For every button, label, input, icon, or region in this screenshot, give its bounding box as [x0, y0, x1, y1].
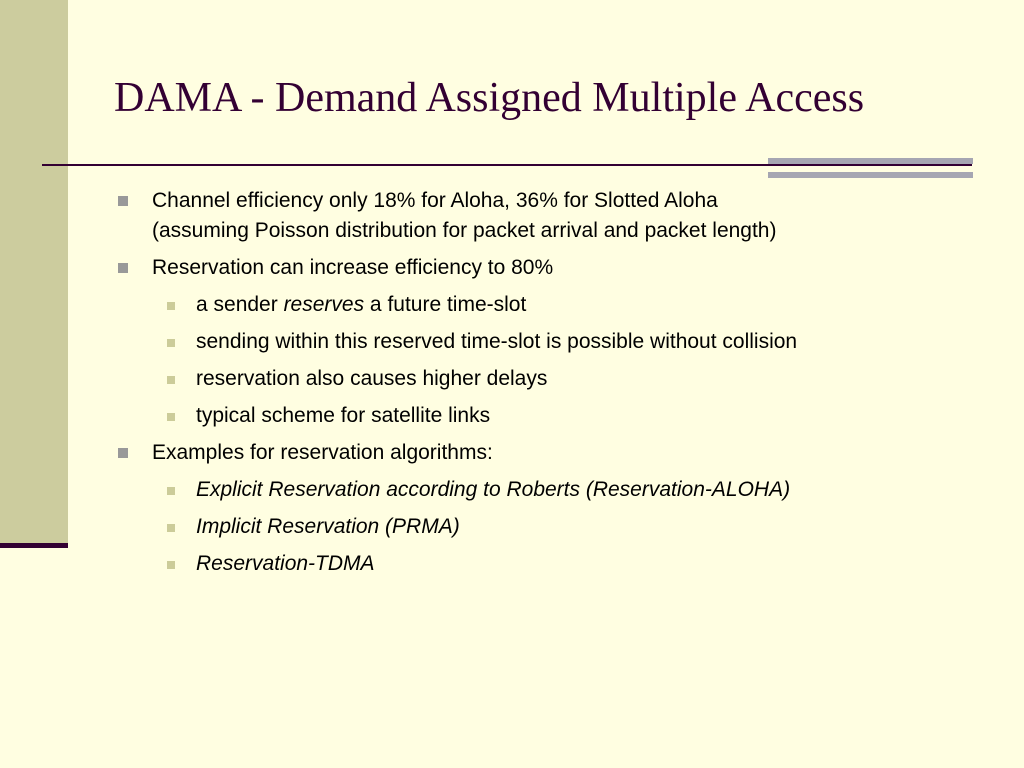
square-bullet-icon: [167, 302, 175, 310]
sub-bullet-text-after: a future time-slot: [364, 293, 527, 316]
sub-bullet-text-before: a sender: [196, 293, 284, 316]
bullet-text: Reservation can increase efficiency to 80%: [152, 256, 554, 279]
square-bullet-icon: [118, 448, 128, 458]
side-decoration-band: [0, 0, 68, 543]
sub-bullet-explicit-reservation: [163, 475, 998, 505]
title-accent-bars: [768, 158, 973, 178]
square-bullet-icon: [167, 413, 175, 421]
bullet-reservation-efficiency: [118, 253, 998, 283]
bullet-channel-efficiency: [118, 186, 998, 246]
sub-bullet-emphasis: reserves: [283, 293, 365, 316]
square-bullet-icon: [167, 561, 175, 569]
slide-title: DAMA - Demand Assigned Multiple Access: [114, 75, 865, 121]
bullet-text: Examples for reservation algorithms:: [152, 441, 493, 464]
sub-bullet-text: reservation also causes higher delays: [196, 367, 548, 390]
sub-bullet-text: typical scheme for satellite links: [196, 404, 491, 427]
sub-bullet-text: Reservation-TDMA: [196, 552, 375, 575]
sub-bullet-implicit-reservation: [163, 512, 998, 542]
sub-bullet-sender-reserves: [163, 290, 998, 320]
square-bullet-icon: [167, 376, 175, 384]
sub-bullet-higher-delays: [163, 364, 998, 394]
square-bullet-icon: [167, 339, 175, 347]
sub-bullet-reservation-tdma: [163, 549, 998, 579]
slide-bullet-list: [118, 186, 998, 586]
sub-bullet-satellite-links: [163, 401, 998, 431]
sub-bullet-text: sending within this reserved time-slot is possible without collision: [196, 330, 798, 353]
accent-bar-top: [768, 158, 973, 164]
sub-bullet-text: Implicit Reservation (PRMA): [196, 515, 460, 538]
sub-bullet-text: Explicit Reservation according to Roberts (Reservation-ALOHA): [196, 478, 791, 501]
bullet-text-line-1: Channel efficiency only 18% for Aloha, 36% for Slotted Aloha: [152, 189, 718, 212]
square-bullet-icon: [167, 524, 175, 532]
bullet-text-line-2: (assuming Poisson distribution for packet arrival and packet length): [152, 219, 777, 242]
bullet-examples: [118, 438, 998, 468]
square-bullet-icon: [167, 487, 175, 495]
square-bullet-icon: [118, 196, 128, 206]
accent-bar-bottom: [768, 172, 973, 178]
square-bullet-icon: [118, 263, 128, 273]
sub-bullet-without-collision: [163, 327, 998, 357]
side-decoration-rule: [0, 543, 68, 548]
